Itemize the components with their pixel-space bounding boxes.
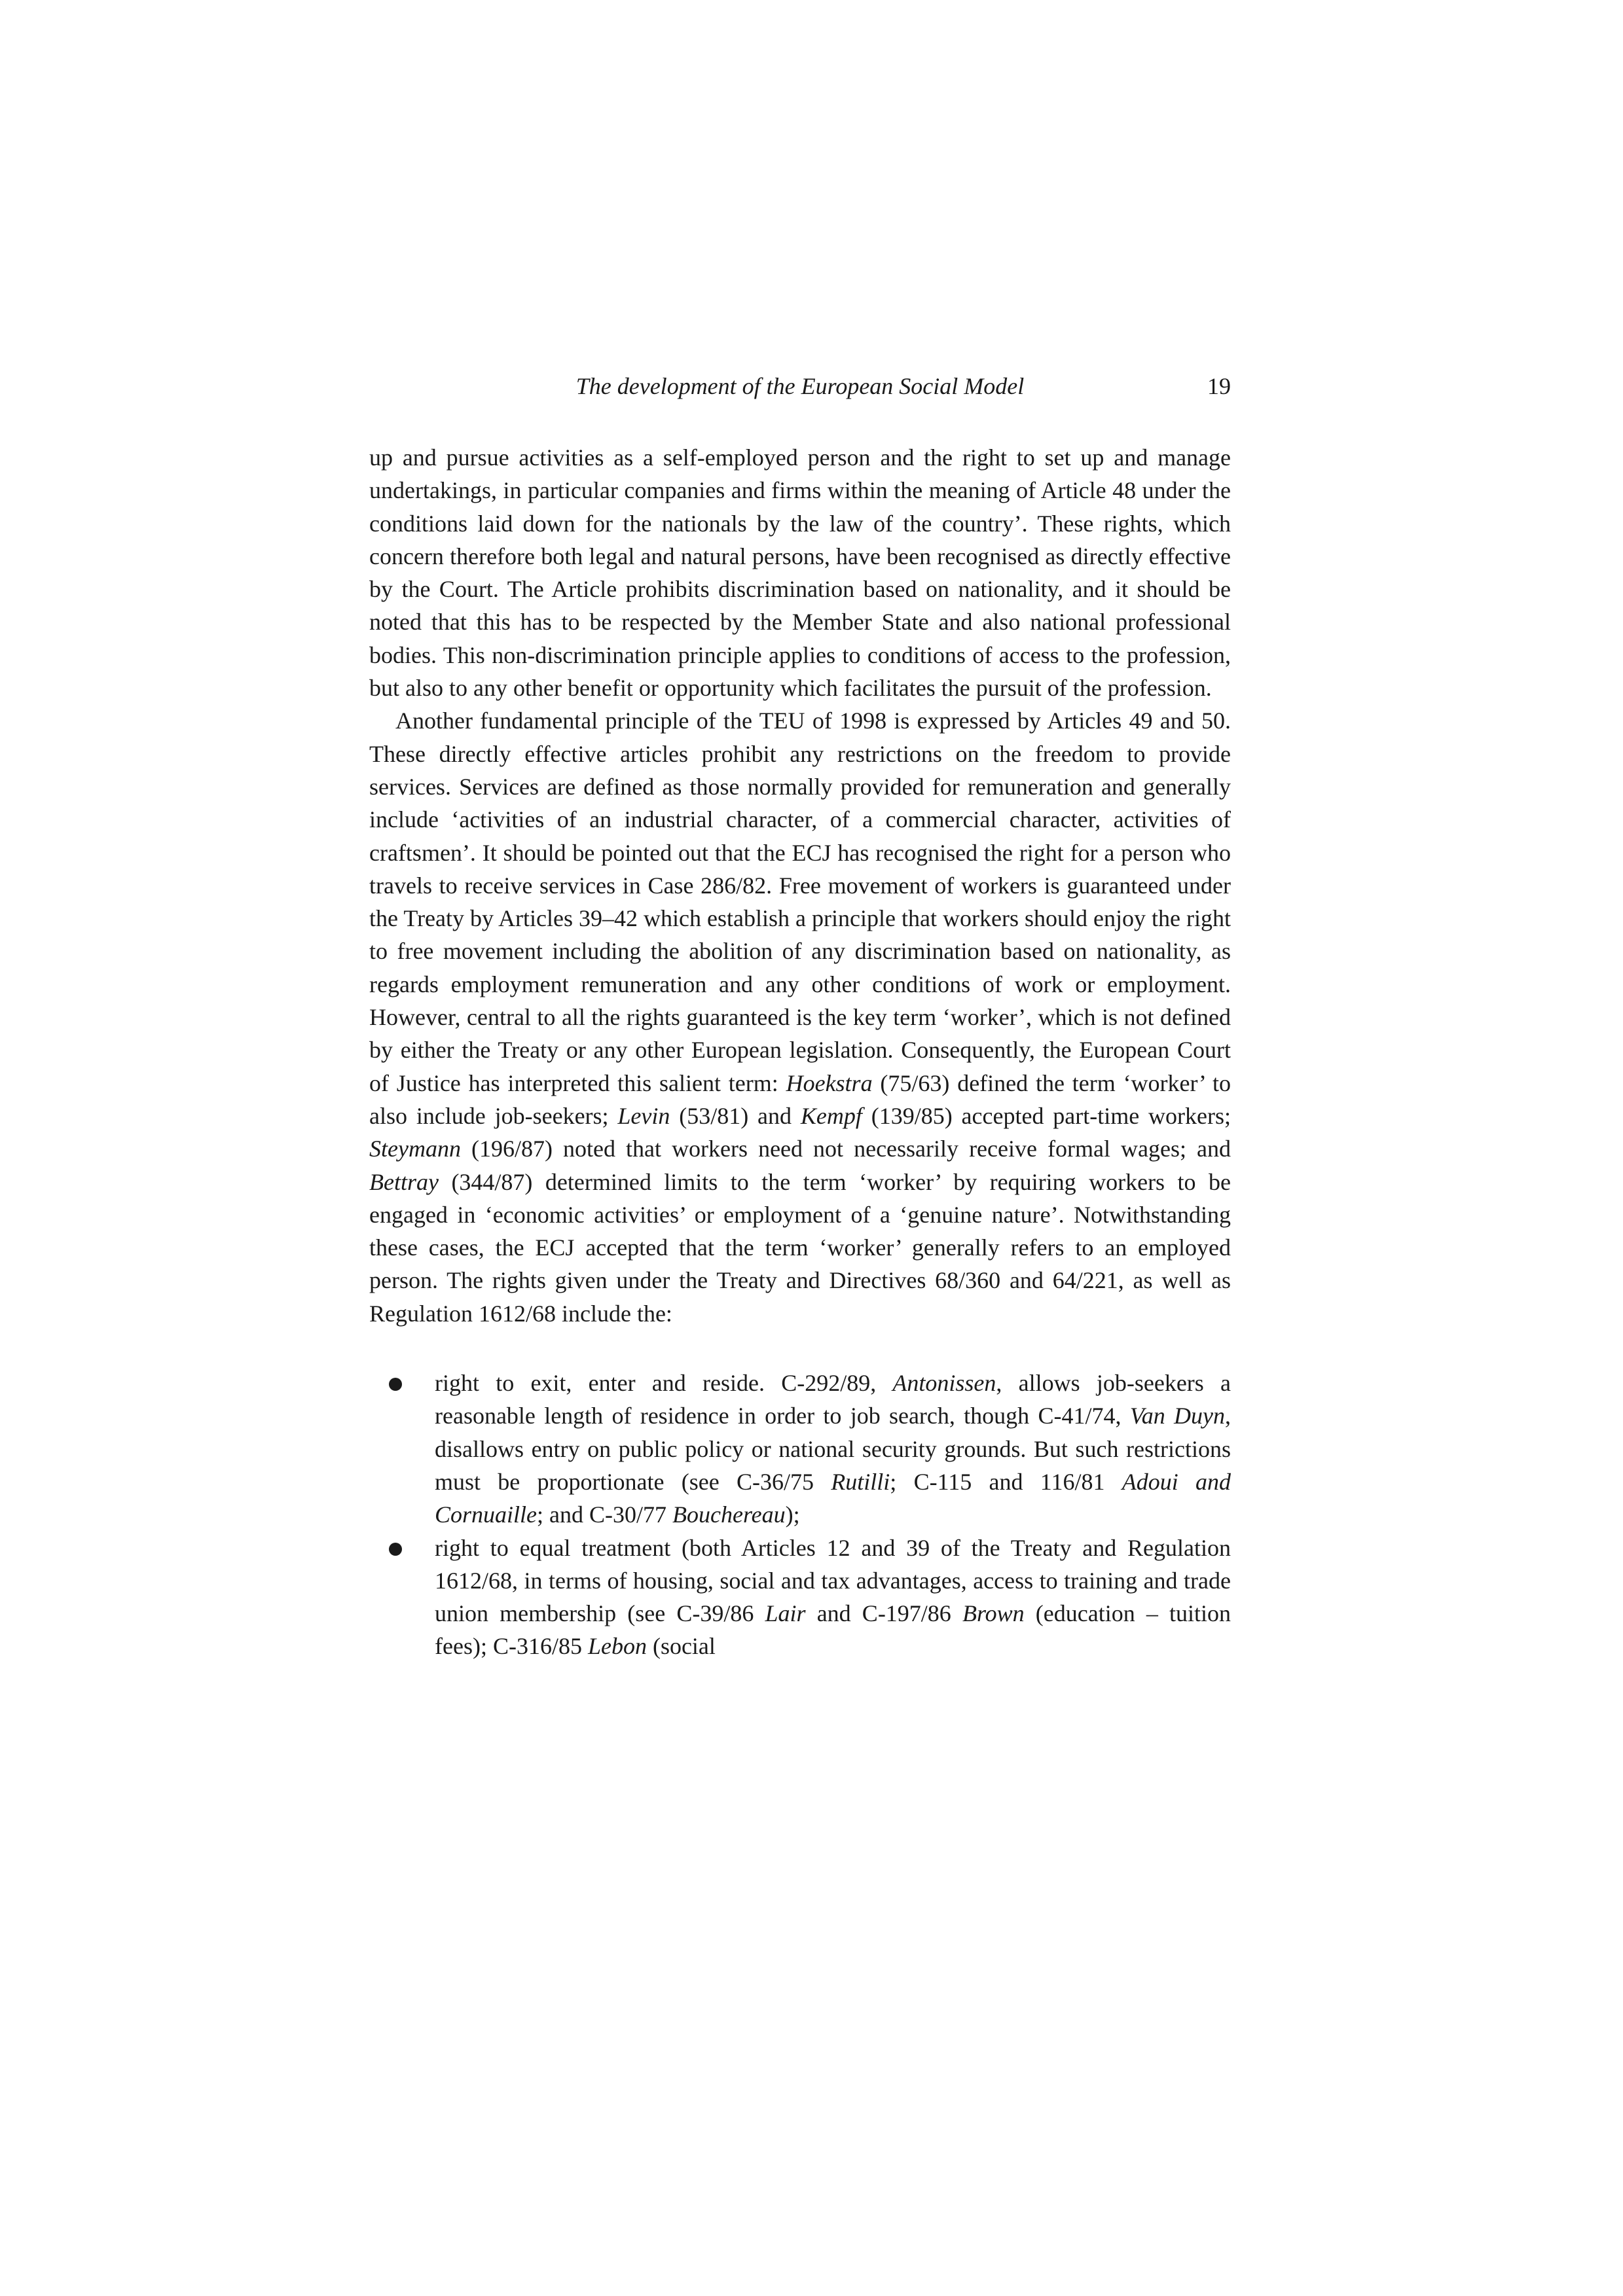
text-run: , disallows entry on public policy or national security grounds. But such restrictions must be proportionate (see C-36/75: [435, 1403, 1231, 1495]
paragraph: [369, 704, 1231, 1330]
text-run: Another fundamental principle of the TEU of 1998 is expressed by Articles 49 and 50. These directly effective articles prohibit any restrictions on the freedom to provide services. Services are defined as those normally provided for remuneration and generally include ‘activities of an industrial character, of a commercial character, activities of craftsmen’. It should be pointed out that the ECJ has recognised the right for a person who travels to receive services in Case 286/82. Free movement of workers is guaranteed under the Treaty by Articles 39–42 which establish a principle that workers should enjoy the right to free movement including the abolition of any discrimination based on nationality, as regards employment remuneration and any other conditions of work or employment. However, central to all the rights guaranteed is the key term ‘worker’, which is not defined by either the Treaty or any other European legislation. Consequently, the European Court of Justice has interpreted this salient term:: [369, 708, 1231, 1096]
paragraph: [369, 441, 1231, 704]
text-run: ; and C-30/77: [537, 1501, 672, 1528]
text-run: up and pursue activities as a self-employed person and the right to set up and manage undertakings, in particular companies and firms within the meaning of Article 48 under the conditions laid down for the nationals by the law of the country’. These rights, which concern therefore both legal and natural persons, have been recognised as directly effective by the Court. The Article prohibits discrimination based on nationality, and it should be noted that this has to be respected by the Member State and also national professional bodies. This non-discrimination principle applies to conditions of access to the profession, but also to any other benefit or opportunity which facilitates the pursuit of the profession.: [369, 444, 1231, 702]
case-name: Rutilli: [831, 1468, 890, 1495]
case-name: Antonissen: [892, 1370, 996, 1397]
case-name: Steymann: [369, 1136, 461, 1162]
book-page: [369, 367, 1231, 1663]
text-run: and C-197/86: [805, 1600, 962, 1627]
text-run: (344/87) determined limits to the term ‘worker’ by requiring workers to be engaged in ‘economic activities’ or employment of a ‘genuine nature’. Notwithstanding these cases, the ECJ accepted that the term ‘worker’ generally refers to an employed person. The rights given under the Treaty and Directives 68/360 and 64/221, as well as Regulation 1612/68 include the:: [369, 1168, 1231, 1327]
text-run: (education – tuition fees); C-316/85: [435, 1600, 1231, 1660]
text-run: (139/85) accepted part-time workers;: [862, 1102, 1231, 1129]
text-run: );: [785, 1501, 800, 1528]
bullet-icon: [389, 1378, 402, 1391]
case-name: Lair: [765, 1600, 806, 1627]
case-name: Hoekstra: [786, 1069, 873, 1096]
text-run: , allows job-seekers a reasonable length of residence in order to job search, though C-41/74,: [435, 1370, 1231, 1429]
text-run: right to exit, enter and reside. C-292/89,: [435, 1370, 893, 1397]
bullet-text: [435, 1370, 1231, 1528]
text-run: ; C-115 and 116/81: [890, 1468, 1122, 1495]
bullet-text: [435, 1535, 1231, 1660]
case-name: Adoui and Cornuaille: [435, 1468, 1231, 1528]
bullet-item: [369, 1532, 1231, 1663]
body-text: [369, 441, 1231, 1663]
case-name: Lebon: [587, 1633, 647, 1660]
text-run: (75/63) defined the term ‘worker’ to also include job-seekers;: [369, 1069, 1231, 1129]
text-run: (social: [646, 1633, 716, 1660]
running-title: The development of the European Social Model: [575, 373, 1025, 399]
text-run: (196/87) noted that workers need not necessarily receive formal wages; and: [460, 1136, 1231, 1162]
running-head: [369, 367, 1231, 406]
case-name: Levin: [617, 1102, 670, 1129]
case-name: Brown: [962, 1600, 1025, 1627]
case-name: Kempf: [800, 1102, 862, 1129]
page-number: 19: [1207, 373, 1231, 399]
case-name: Bouchereau: [672, 1501, 786, 1528]
bullet-list: [369, 1367, 1231, 1663]
text-run: right to equal treatment (both Articles 12 and 39 of the Treaty and Regulation 1612/68, in terms of housing, social and tax advantages, access to training and trade union membership (see C-39/86: [435, 1534, 1231, 1627]
text-run: (53/81) and: [670, 1102, 801, 1129]
case-name: Van Duyn: [1129, 1403, 1225, 1429]
case-name: Bettray: [369, 1168, 439, 1195]
bullet-item: [369, 1367, 1231, 1531]
bullet-icon: [389, 1543, 402, 1556]
